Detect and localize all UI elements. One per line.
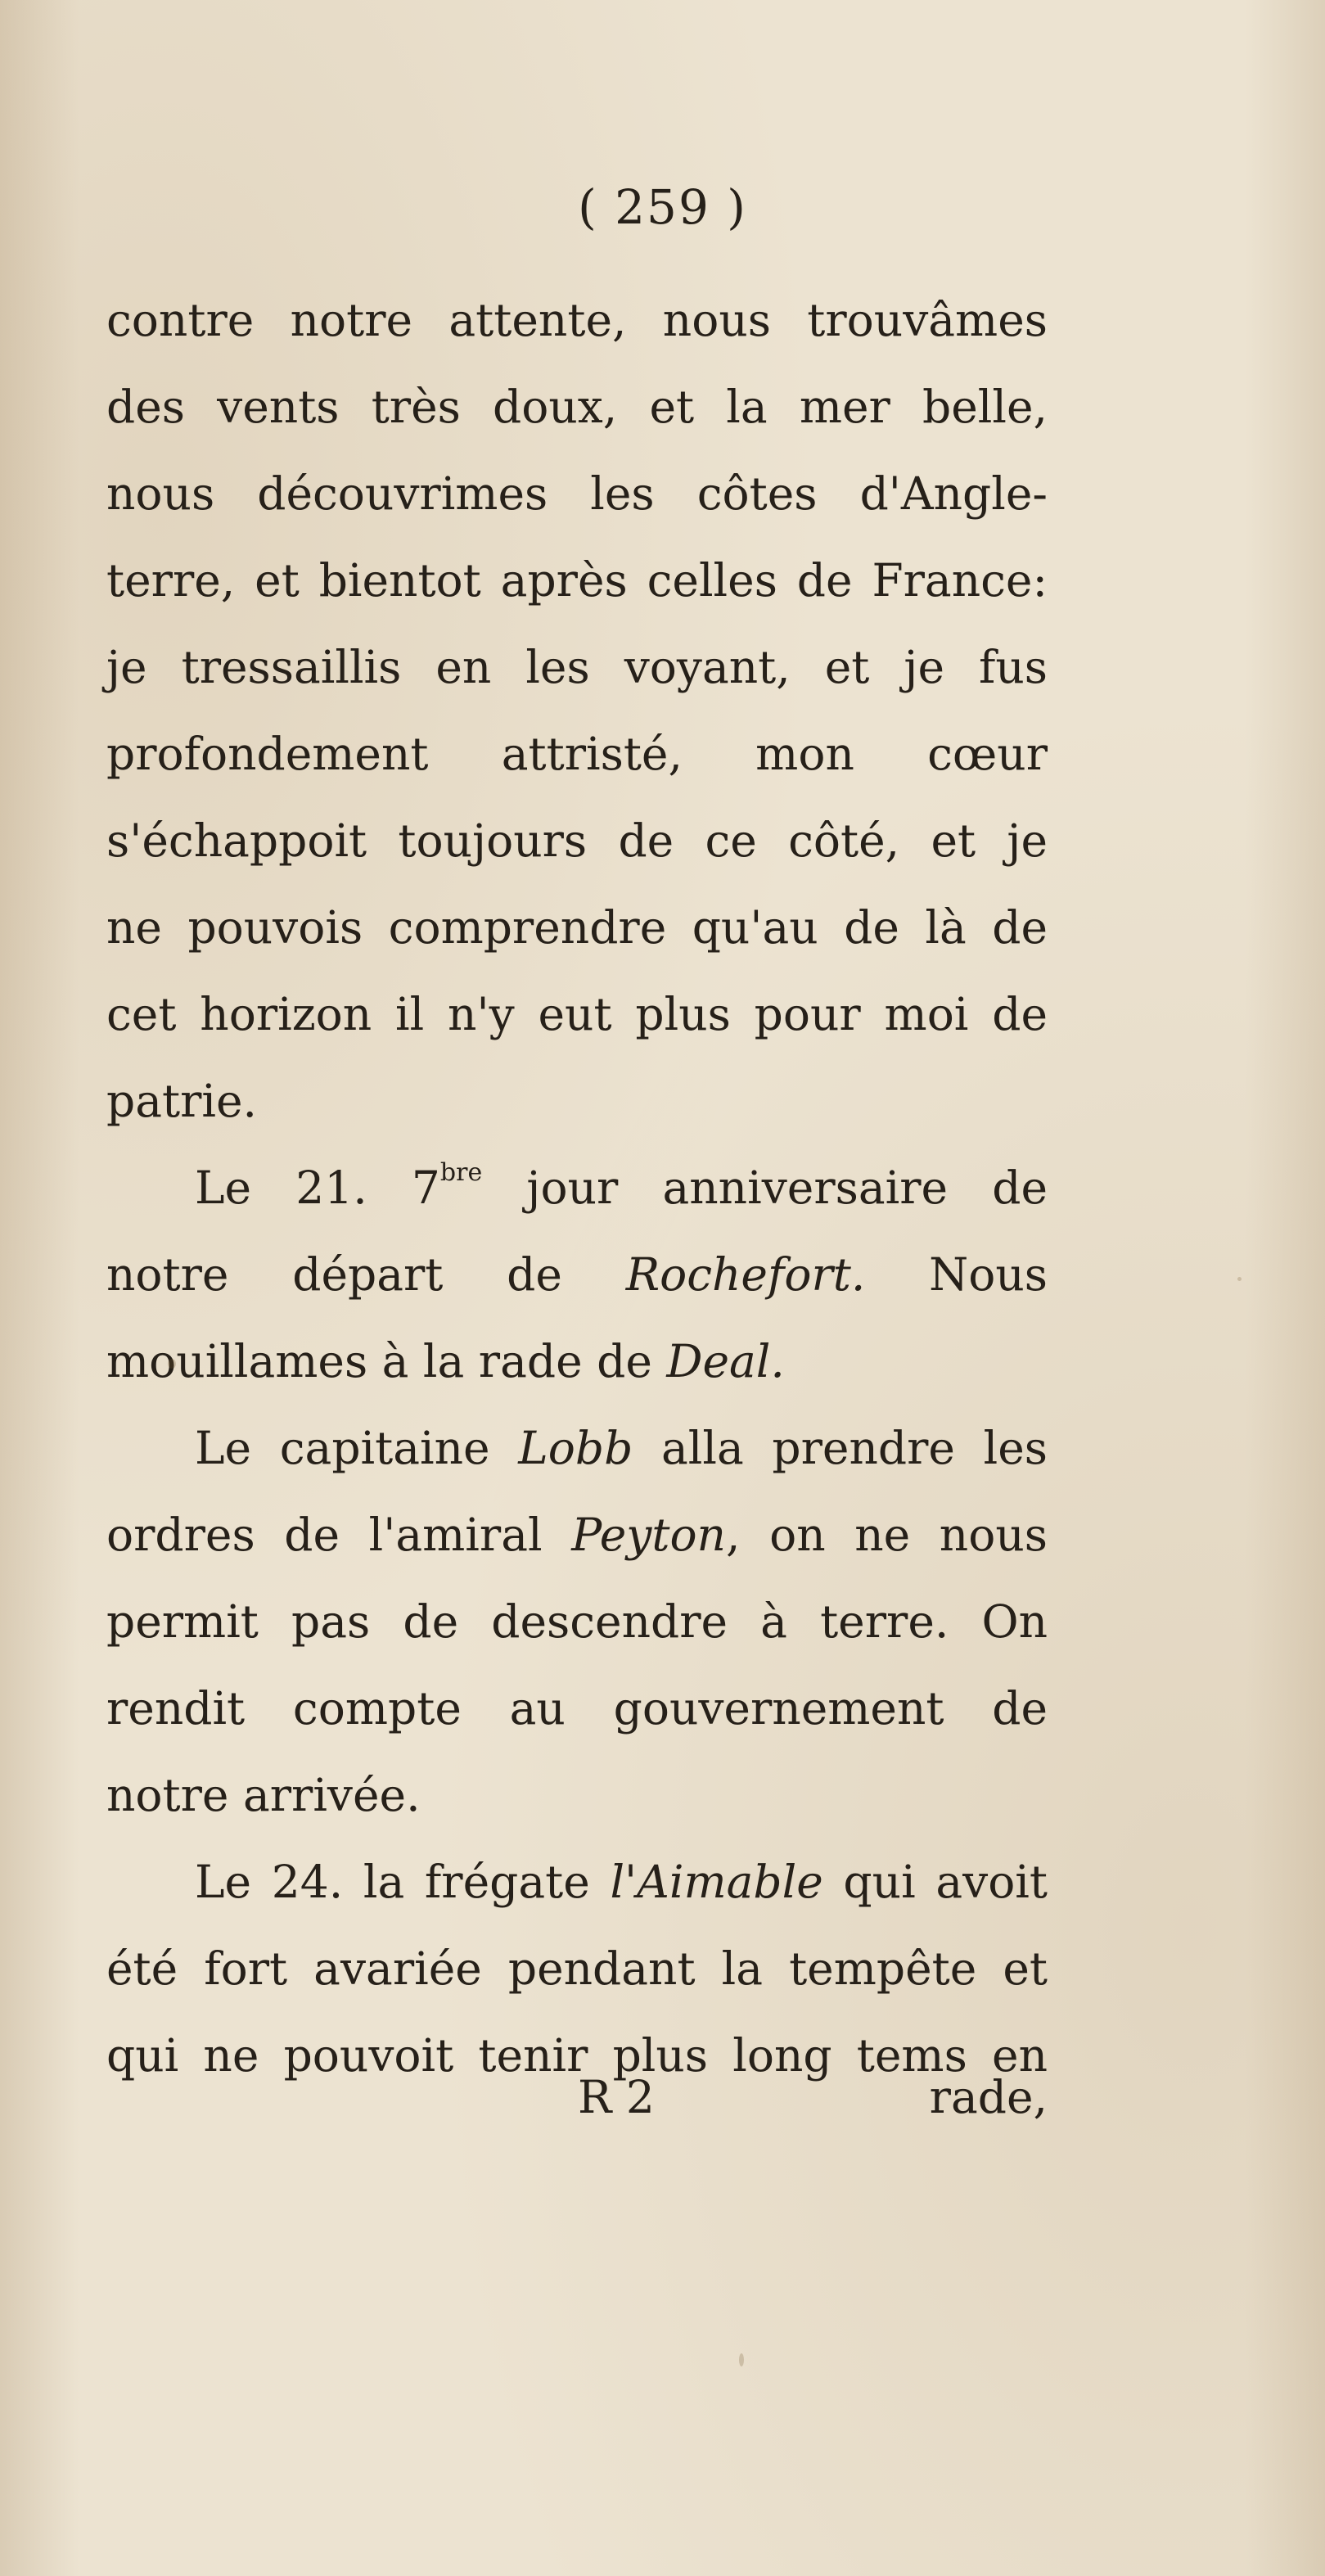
text-line: nous découvrimes les côtes d'Angle- [106, 467, 1048, 520]
text-run: Le 21. 7 [195, 1162, 440, 1214]
text-line [106, 1491, 1048, 1578]
text-line: permit pas de descendre à terre. On [106, 1595, 1048, 1648]
text-line [106, 1231, 1048, 1318]
signature-mark: R 2 [578, 2071, 655, 2123]
text-line: notre arrivée. [106, 1769, 421, 1821]
text-line: ne pouvois comprendre qu'au de là de [106, 901, 1048, 954]
text-line [106, 1318, 1048, 1405]
catchword: rade, [929, 2071, 1048, 2123]
superscript-text: bre [439, 1158, 483, 1187]
text-run: jour anniversaire de [482, 1162, 1048, 1214]
text-line: rendit compte au gouvernement de [106, 1682, 1048, 1735]
text-run: notre départ de [106, 1248, 626, 1301]
footer-line [578, 2064, 1048, 2130]
text-line: patrie. [106, 1075, 258, 1127]
italic-text: Lobb [518, 1422, 633, 1474]
text-run: Le 24. la frégate [195, 1856, 611, 1908]
text-line: été fort avariée pendant la tempête et [106, 1942, 1048, 1995]
text-run: mouillames à la rade de [106, 1335, 667, 1387]
text-run: Le capitaine [195, 1422, 519, 1474]
text-line [106, 1838, 1048, 1925]
italic-text: Peyton [571, 1509, 726, 1561]
text-run: qui avoit [822, 1856, 1048, 1908]
paper-stain [739, 2353, 744, 2366]
paper-stain [168, 1359, 176, 1369]
text-line: je tressaillis en les voyant, et je fus [106, 641, 1048, 693]
italic-text: Rochefort. [625, 1248, 866, 1301]
text-line: cet horizon il n'y eut plus pour moi de [106, 988, 1048, 1040]
text-line: terre, et bientot après celles de France: [106, 554, 1048, 607]
italic-text: Deal. [666, 1335, 785, 1387]
text-run: ordres de l'amiral [106, 1509, 572, 1561]
text-line [106, 1405, 1048, 1491]
body-text [106, 277, 1048, 2099]
page-number: ( 259 ) [578, 179, 747, 235]
italic-text: l'Aimable [610, 1856, 823, 1908]
text-run: , on ne nous [725, 1509, 1048, 1561]
text-line: contre notre attente, nous trouvâmes [106, 294, 1048, 346]
text-line: profondement attristé, mon cœur [106, 728, 1048, 780]
text-run: alla prendre les [633, 1422, 1048, 1474]
text-line [106, 1144, 1048, 1231]
text-line: qui ne pouvoit tenir plus long tems en [106, 2029, 1048, 2082]
text-line: des vents très doux, et la mer belle, [106, 381, 1048, 433]
text-line: s'échappoit toujours de ce côté, et je [106, 814, 1048, 867]
text-run: Nous [865, 1248, 1048, 1301]
paper-stain [1237, 1277, 1242, 1281]
